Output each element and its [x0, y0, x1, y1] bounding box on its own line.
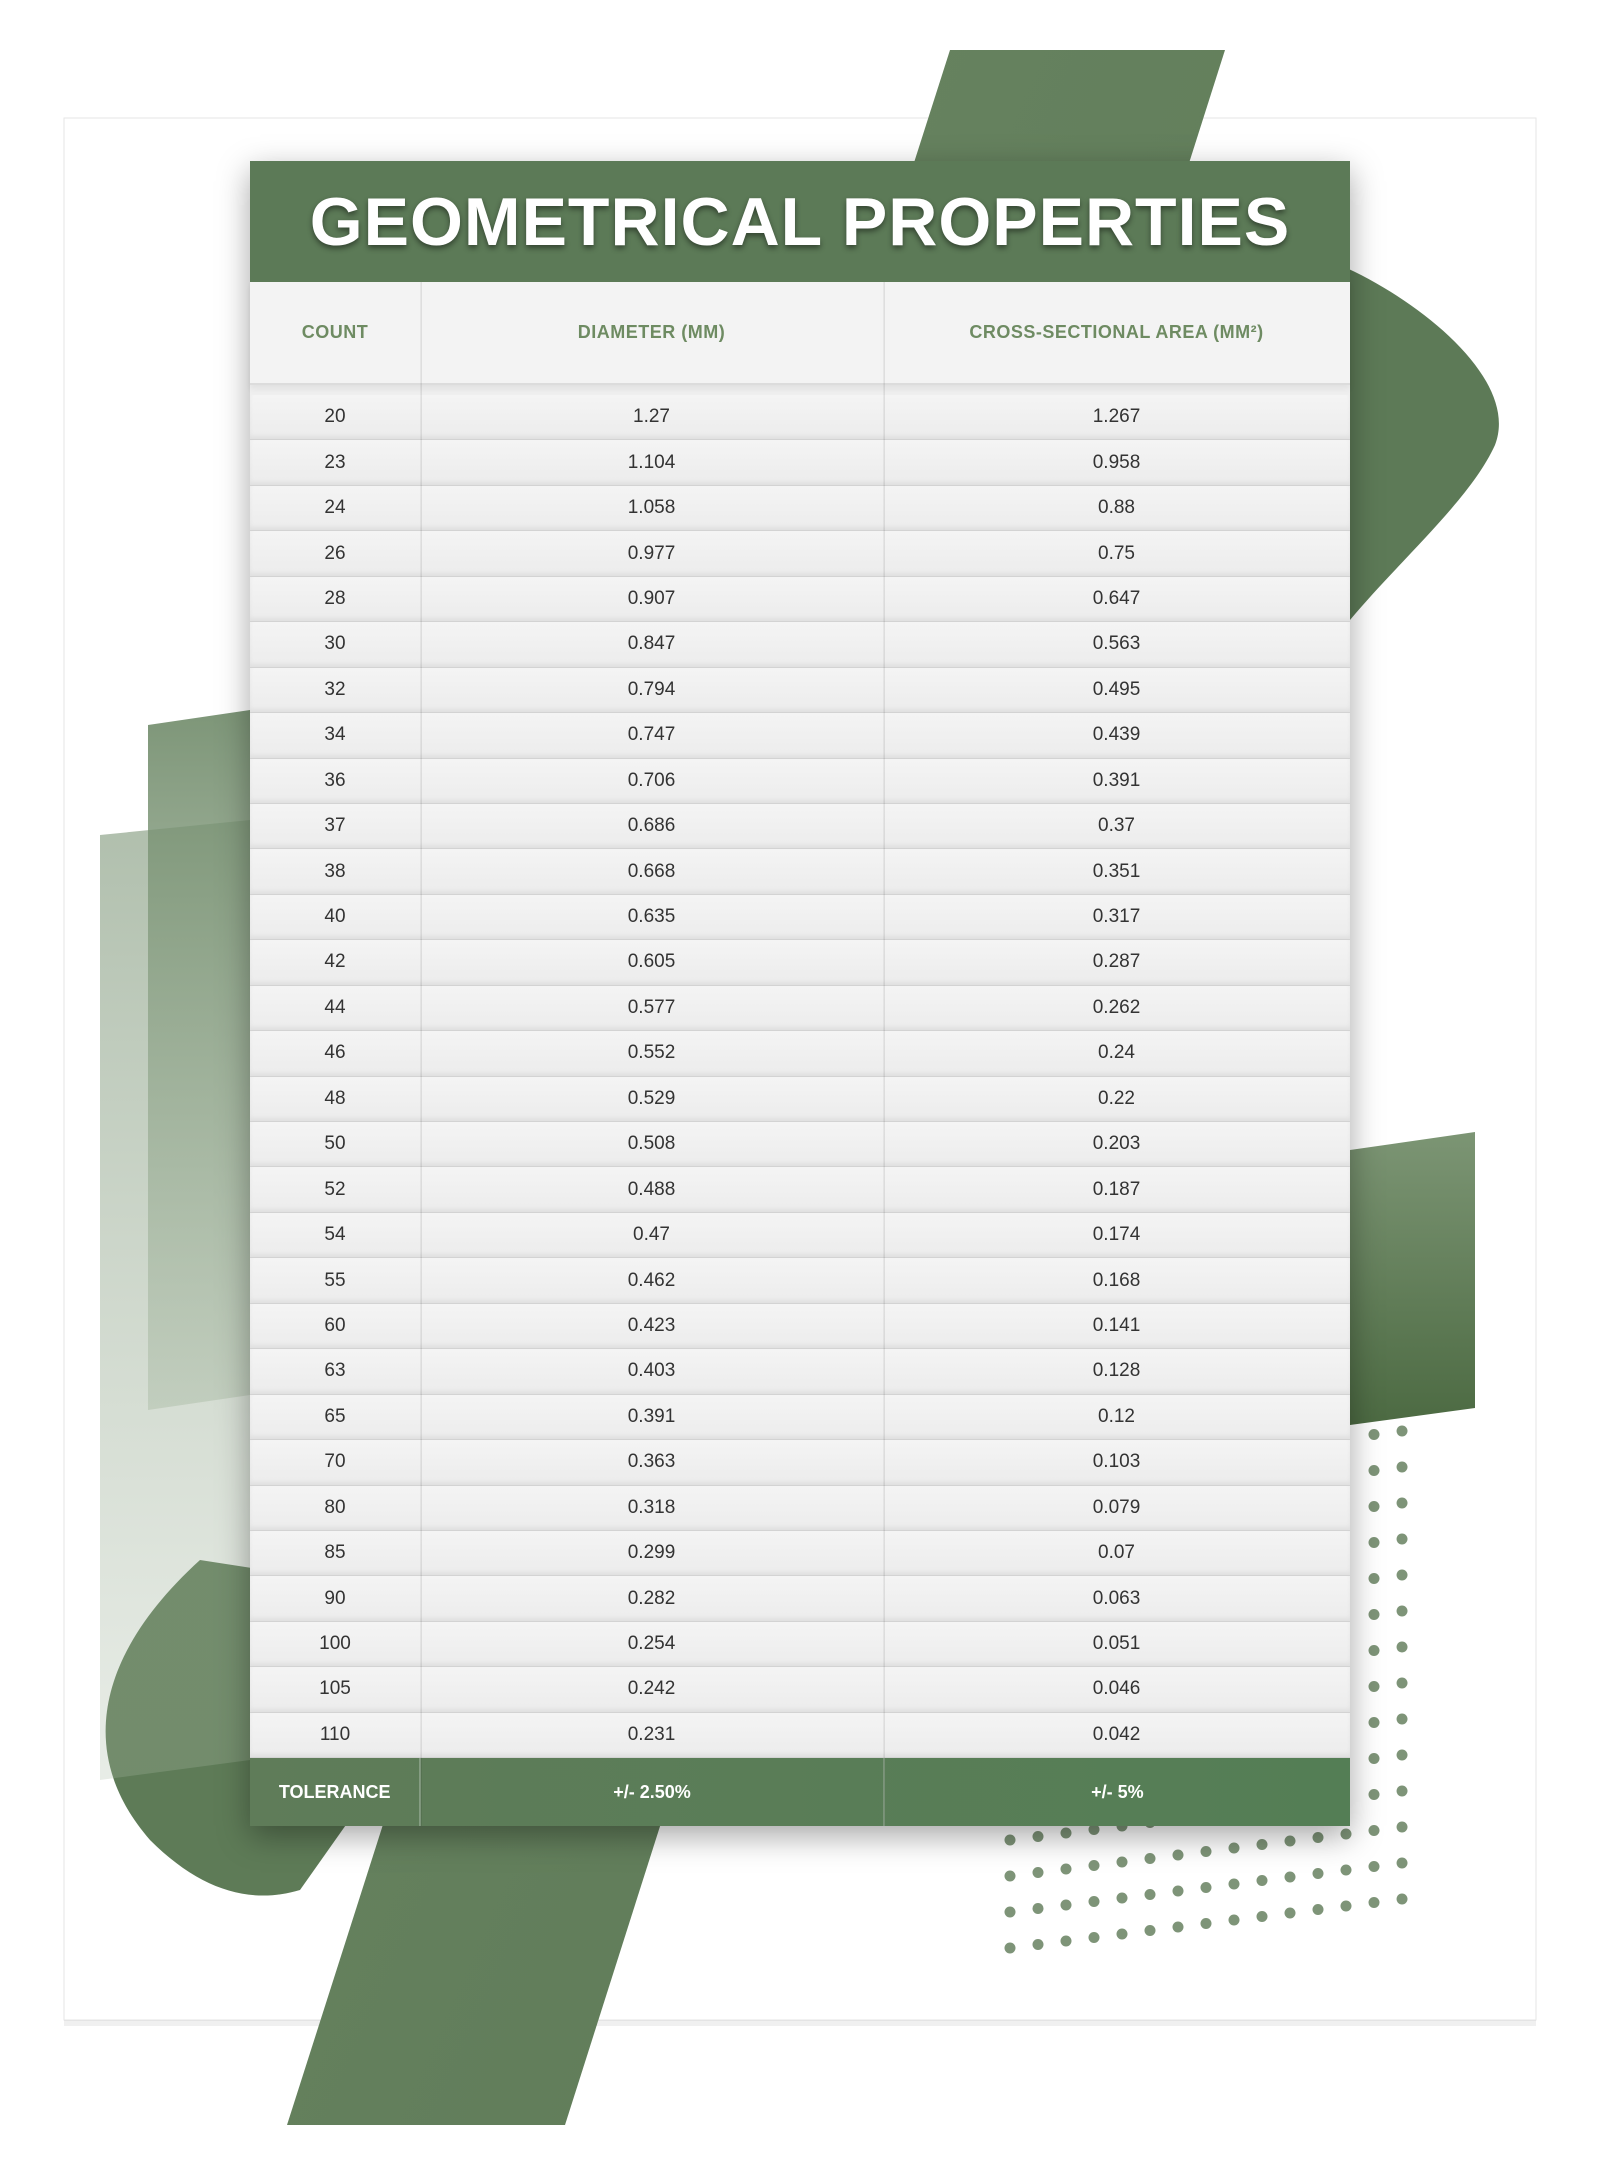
- table-row: [250, 1349, 1350, 1394]
- cell-count: 50: [324, 1133, 346, 1155]
- table-row: [250, 486, 1350, 531]
- cell-count: 70: [324, 1451, 346, 1473]
- cell-area: 0.24: [1098, 1042, 1135, 1064]
- cell-area: 0.051: [1092, 1633, 1141, 1655]
- table-row: [250, 395, 1350, 440]
- cell-count: 32: [324, 678, 346, 700]
- title-bar: [250, 161, 1350, 282]
- table-row: [250, 759, 1350, 804]
- cell-diameter: 0.635: [627, 906, 676, 928]
- cell-area: 1.267: [1092, 406, 1141, 428]
- properties-table: [250, 282, 1350, 1826]
- table-body: [250, 385, 1350, 1758]
- cell-diameter: 0.462: [627, 1269, 676, 1291]
- properties-card: [250, 161, 1350, 1826]
- cell-count: 24: [324, 497, 346, 519]
- cell-diameter: 0.552: [627, 1042, 676, 1064]
- table-row: [250, 804, 1350, 849]
- cell-diameter: 0.242: [627, 1678, 676, 1700]
- cell-count: 42: [324, 951, 346, 973]
- tolerance-label: TOLERANCE: [278, 1782, 391, 1803]
- cell-count: 54: [324, 1224, 346, 1246]
- cell-diameter: 0.47: [633, 1224, 670, 1246]
- tolerance-diameter: +/- 2.50%: [419, 1758, 882, 1826]
- cell-count: 40: [324, 906, 346, 928]
- cell-area: 0.88: [1098, 497, 1135, 519]
- cell-area: 0.12: [1098, 1405, 1135, 1427]
- cell-area: 0.262: [1092, 996, 1141, 1018]
- cell-count: 100: [319, 1633, 351, 1655]
- cell-diameter: 0.668: [627, 860, 676, 882]
- cell-diameter: 0.706: [627, 769, 676, 791]
- table-row: [250, 668, 1350, 713]
- table-row: [250, 1713, 1350, 1758]
- cell-diameter: 0.577: [627, 996, 676, 1018]
- cell-area: 0.187: [1092, 1178, 1141, 1200]
- cell-diameter: 0.686: [627, 815, 676, 837]
- panel-left: [148, 710, 250, 1410]
- cell-count: 55: [324, 1269, 346, 1291]
- panel-right: [1350, 1132, 1475, 1425]
- cell-area: 0.958: [1092, 451, 1141, 473]
- cell-diameter: 0.747: [627, 724, 676, 746]
- table-row: [250, 577, 1350, 622]
- table-row: [250, 895, 1350, 940]
- cell-diameter: 0.254: [627, 1633, 676, 1655]
- cell-diameter: 0.847: [627, 633, 676, 655]
- table-header: [250, 282, 1350, 385]
- cell-diameter: 0.391: [627, 1405, 676, 1427]
- table-row: [250, 1122, 1350, 1167]
- table-row: [250, 1395, 1350, 1440]
- cell-count: 30: [324, 633, 346, 655]
- cell-diameter: 0.299: [627, 1542, 676, 1564]
- cell-area: 0.07: [1098, 1542, 1135, 1564]
- cell-area: 0.141: [1092, 1314, 1141, 1336]
- table-row: [250, 940, 1350, 985]
- header-area: CROSS-SECTIONAL AREA (MM²): [969, 322, 1264, 342]
- cell-area: 0.168: [1092, 1269, 1141, 1291]
- cell-diameter: 0.508: [627, 1133, 676, 1155]
- cell-area: 0.128: [1092, 1360, 1141, 1382]
- cell-area: 0.351: [1092, 860, 1141, 882]
- cell-count: 85: [324, 1542, 346, 1564]
- cell-area: 0.75: [1098, 542, 1135, 564]
- table-row: [250, 1440, 1350, 1485]
- cell-diameter: 0.529: [627, 1087, 676, 1109]
- cell-count: 46: [324, 1042, 346, 1064]
- table-row: [250, 531, 1350, 576]
- cell-count: 34: [324, 724, 346, 746]
- header-diameter: DIAMETER (MM): [577, 322, 726, 342]
- cell-diameter: 0.231: [627, 1723, 676, 1745]
- cell-area: 0.439: [1092, 724, 1141, 746]
- cell-area: 0.495: [1092, 678, 1141, 700]
- table-row: [250, 1304, 1350, 1349]
- cell-count: 65: [324, 1405, 346, 1427]
- cell-area: 0.063: [1092, 1587, 1141, 1609]
- cell-count: 110: [319, 1723, 351, 1745]
- table-row: [250, 1077, 1350, 1122]
- cell-count: 20: [324, 406, 346, 428]
- cell-count: 105: [319, 1678, 351, 1700]
- cell-count: 90: [324, 1587, 346, 1609]
- table-row: [250, 1531, 1350, 1576]
- cell-area: 0.079: [1092, 1496, 1141, 1518]
- table-row: [250, 1213, 1350, 1258]
- cell-diameter: 0.363: [627, 1451, 676, 1473]
- table-row: [250, 1576, 1350, 1621]
- cell-count: 63: [324, 1360, 346, 1382]
- table-row: [250, 1622, 1350, 1667]
- cell-area: 0.103: [1092, 1451, 1141, 1473]
- cell-diameter: 0.282: [627, 1587, 676, 1609]
- cell-diameter: 0.403: [627, 1360, 676, 1382]
- table-row: [250, 622, 1350, 667]
- cell-area: 0.203: [1092, 1133, 1141, 1155]
- cell-area: 0.317: [1092, 906, 1141, 928]
- page-title: GEOMETRICAL PROPERTIES: [309, 183, 1291, 260]
- cell-area: 0.042: [1092, 1723, 1141, 1745]
- cell-diameter: 0.794: [627, 678, 676, 700]
- tolerance-area: +/- 5%: [883, 1758, 1350, 1826]
- cell-count: 23: [324, 451, 346, 473]
- cell-count: 37: [324, 815, 346, 837]
- cell-diameter: 1.104: [627, 451, 676, 473]
- cell-diameter: 1.27: [633, 406, 670, 428]
- cell-diameter: 0.605: [627, 951, 676, 973]
- cell-count: 52: [324, 1178, 346, 1200]
- table-row: [250, 1258, 1350, 1303]
- cell-count: 60: [324, 1314, 346, 1336]
- cell-diameter: 0.423: [627, 1314, 676, 1336]
- cell-area: 0.391: [1092, 769, 1141, 791]
- table-row: [250, 440, 1350, 485]
- cell-count: 26: [324, 542, 346, 564]
- table-row: [250, 1167, 1350, 1212]
- cell-diameter: 0.318: [627, 1496, 676, 1518]
- cell-count: 80: [324, 1496, 346, 1518]
- cell-count: 38: [324, 860, 346, 882]
- cell-area: 0.22: [1098, 1087, 1135, 1109]
- cell-count: 28: [324, 587, 346, 609]
- cell-diameter: 1.058: [627, 497, 676, 519]
- table-row: [250, 1031, 1350, 1076]
- table-row: [250, 1486, 1350, 1531]
- cell-area: 0.647: [1092, 587, 1141, 609]
- table-row: [250, 713, 1350, 758]
- cell-area: 0.287: [1092, 951, 1141, 973]
- cell-area: 0.174: [1092, 1224, 1141, 1246]
- cell-area: 0.37: [1098, 815, 1135, 837]
- table-row: [250, 986, 1350, 1031]
- cell-area: 0.563: [1092, 633, 1141, 655]
- cell-area: 0.046: [1092, 1678, 1141, 1700]
- cell-diameter: 0.907: [627, 587, 676, 609]
- cell-count: 44: [324, 996, 346, 1018]
- cell-count: 36: [324, 769, 346, 791]
- cell-diameter: 0.977: [627, 542, 676, 564]
- cell-diameter: 0.488: [627, 1178, 676, 1200]
- table-row: [250, 1667, 1350, 1712]
- header-count: COUNT: [301, 322, 369, 342]
- tolerance-row: [250, 1758, 1350, 1826]
- cell-count: 48: [324, 1087, 346, 1109]
- table-row: [250, 849, 1350, 894]
